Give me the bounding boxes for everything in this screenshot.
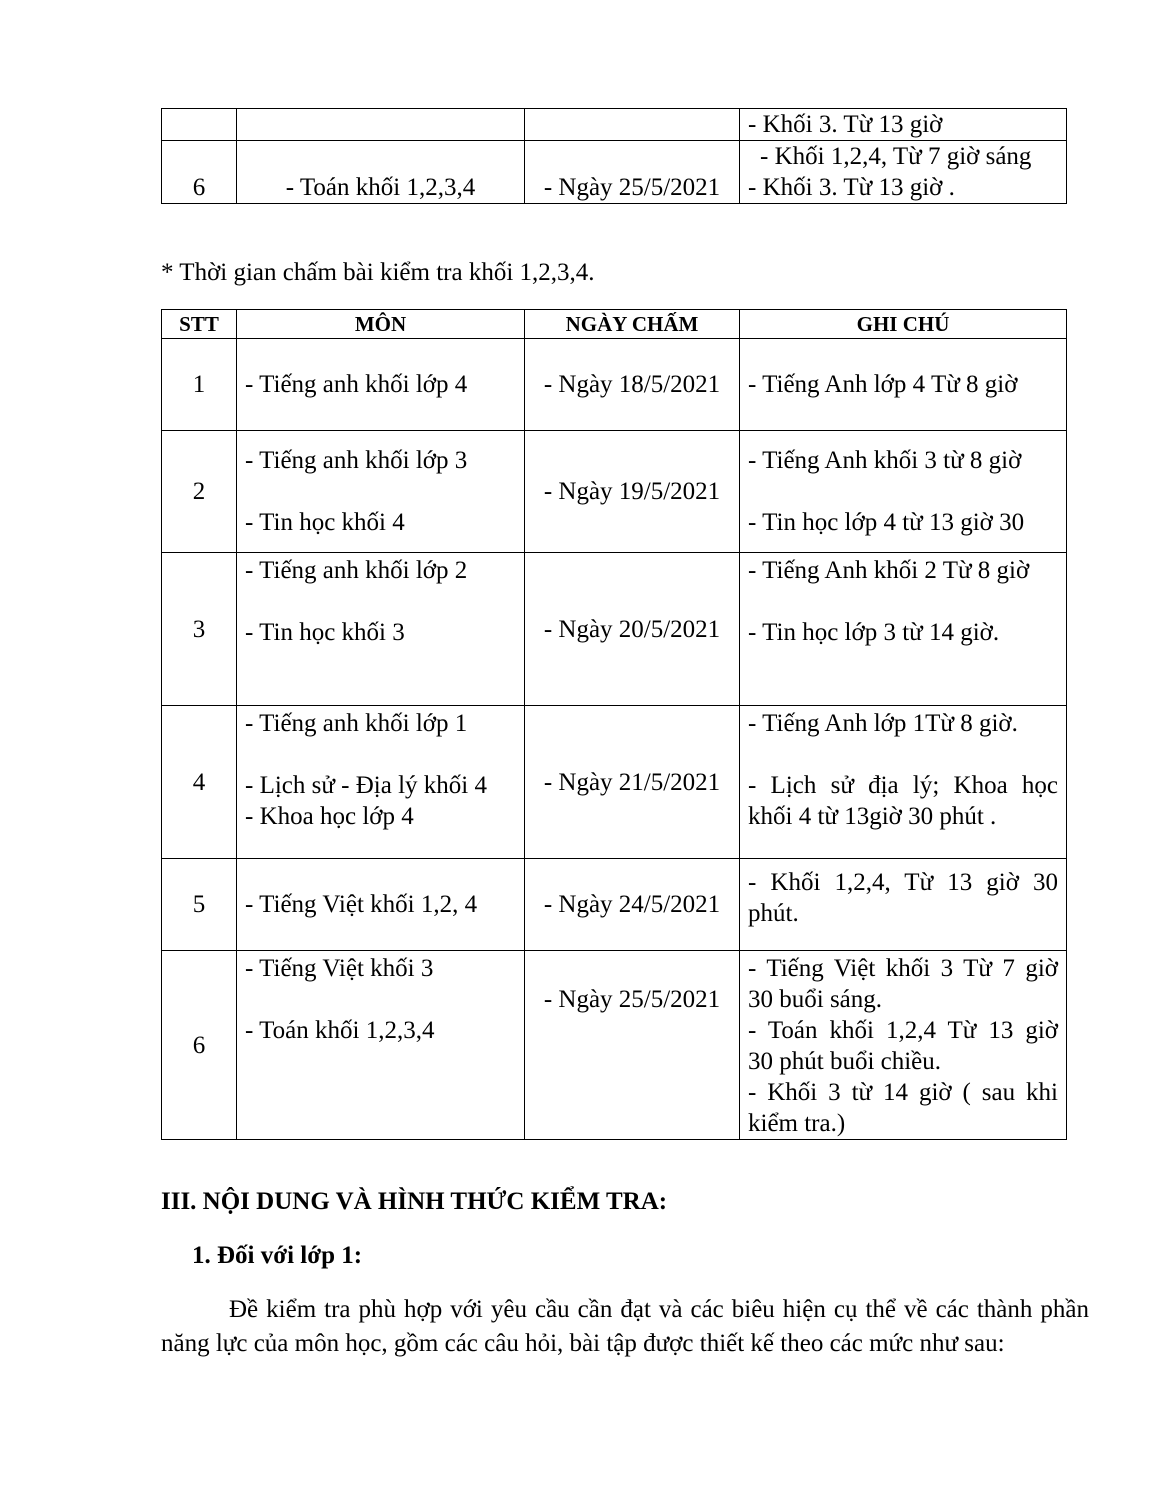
- note-line: - Toán khối 1,2,4 Từ 13 giờ: [748, 1017, 1058, 1044]
- subject-line: - Tiếng Việt khối 3: [245, 955, 434, 982]
- stt-cell: 6: [162, 951, 237, 1140]
- note-line: - Tiếng Việt khối 3 Từ 7 giờ: [748, 955, 1058, 982]
- note-line: khối 4 từ 13giờ 30 phút .: [748, 803, 997, 830]
- subject-cell: [237, 706, 525, 859]
- stt-cell: 2: [162, 431, 237, 553]
- note-line: - Khối 3. Từ 13 giờ .: [748, 174, 955, 201]
- subject-cell: [237, 431, 525, 553]
- note-cell: [740, 553, 1067, 706]
- note-cell: [740, 431, 1067, 553]
- header-note: GHI CHÚ: [740, 310, 1067, 339]
- subject-line: - Tin học khối 4: [245, 509, 405, 536]
- date-cell: - Ngày 18/5/2021: [525, 339, 740, 431]
- date-cell: - Ngày 25/5/2021: [525, 141, 740, 204]
- exam-schedule-table-continued: [161, 108, 1067, 204]
- stt-cell: [162, 109, 237, 141]
- date-cell: - Ngày 21/5/2021: [525, 706, 740, 859]
- subject-cell: - Tiếng anh khối lớp 4: [237, 339, 525, 431]
- table-header-row: [162, 310, 1067, 339]
- date-cell: - Ngày 20/5/2021: [525, 553, 740, 706]
- note-line: - Tiếng Anh khối 3 từ 8 giờ: [748, 447, 1022, 474]
- subject-cell: - Tiếng Việt khối 1,2, 4: [237, 859, 525, 951]
- header-stt: STT: [162, 310, 237, 339]
- stt-cell: 4: [162, 706, 237, 859]
- table-row: [162, 109, 1067, 141]
- subject-line: - Khoa học lớp 4: [245, 803, 414, 830]
- note-line: 30 phút buổi chiều.: [748, 1048, 942, 1075]
- note-line: - Tin học lớp 3 từ 14 giờ.: [748, 619, 1000, 646]
- note-line: - Lịch sử địa lý; Khoa học: [748, 772, 1058, 799]
- stt-cell: 1: [162, 339, 237, 431]
- stt-cell: 3: [162, 553, 237, 706]
- subject-cell: [237, 951, 525, 1140]
- note-cell: - Khối 3. Từ 13 giờ: [740, 109, 1067, 141]
- note-line: kiểm tra.): [748, 1110, 846, 1137]
- note-line: - Tiếng Anh khối 2 Từ 8 giờ: [748, 557, 1030, 584]
- note-line: 30 buổi sáng.: [748, 986, 883, 1013]
- stt-cell: 5: [162, 859, 237, 951]
- date-cell: - Ngày 24/5/2021: [525, 859, 740, 951]
- note-line: phút.: [748, 900, 799, 927]
- subject-line: - Tiếng anh khối lớp 3: [245, 447, 468, 474]
- date-cell: - Ngày 25/5/2021: [525, 951, 740, 1140]
- date-cell: - Ngày 19/5/2021: [525, 431, 740, 553]
- table-row: [162, 706, 1067, 859]
- note-line: - Khối 1,2,4, Từ 7 giờ sáng: [760, 143, 1032, 170]
- subject-line: - Toán khối 1,2,3,4: [245, 1017, 435, 1044]
- note-cell: [740, 141, 1067, 204]
- subject-line: - Tiếng anh khối lớp 2: [245, 557, 468, 584]
- section-heading: III. NỘI DUNG VÀ HÌNH THỨC KIỂM TRA:: [161, 1188, 668, 1215]
- note-cell: - Tiếng Anh lớp 4 Từ 8 giờ: [740, 339, 1067, 431]
- table-row: [162, 339, 1067, 431]
- subheading: 1. Đối với lớp 1:: [192, 1242, 363, 1269]
- note-cell: [740, 951, 1067, 1140]
- subject-cell: [237, 109, 525, 141]
- grading-caption: * Thời gian chấm bài kiểm tra khối 1,2,3,4.: [161, 259, 595, 286]
- subject-cell: [237, 553, 525, 706]
- subject-cell: - Toán khối 1,2,3,4: [237, 141, 525, 204]
- body-paragraph: Đề kiểm tra phù hợp với yêu cầu cần đạt và các biêu hiện cụ thể về các thành phần năng lực của môn học, gồm các câu hỏi, bài tập được thiết kế theo các mức như sau:: [161, 1296, 1089, 1357]
- note-cell: [740, 706, 1067, 859]
- note-line: - Khối 1,2,4, Từ 13 giờ 30: [748, 869, 1058, 896]
- note-line: - Khối 3 từ 14 giờ ( sau khi: [748, 1079, 1058, 1106]
- subject-line: - Lịch sử - Địa lý khối 4: [245, 772, 487, 799]
- stt-cell: 6: [162, 141, 237, 204]
- header-subject: MÔN: [237, 310, 525, 339]
- note-cell: [740, 859, 1067, 951]
- header-date: NGÀY CHẤM: [525, 310, 740, 339]
- date-cell: [525, 109, 740, 141]
- note-line: - Tin học lớp 4 từ 13 giờ 30: [748, 509, 1025, 536]
- table-row: [162, 951, 1067, 1140]
- table-row: [162, 141, 1067, 204]
- subject-line: - Tiếng anh khối lớp 1: [245, 710, 468, 737]
- table-row: [162, 859, 1067, 951]
- table-row: [162, 431, 1067, 553]
- note-line: - Tiếng Anh lớp 1Từ 8 giờ.: [748, 710, 1018, 737]
- table-row: [162, 553, 1067, 706]
- grading-schedule-table: [161, 309, 1067, 1140]
- subject-line: - Tin học khối 3: [245, 619, 405, 646]
